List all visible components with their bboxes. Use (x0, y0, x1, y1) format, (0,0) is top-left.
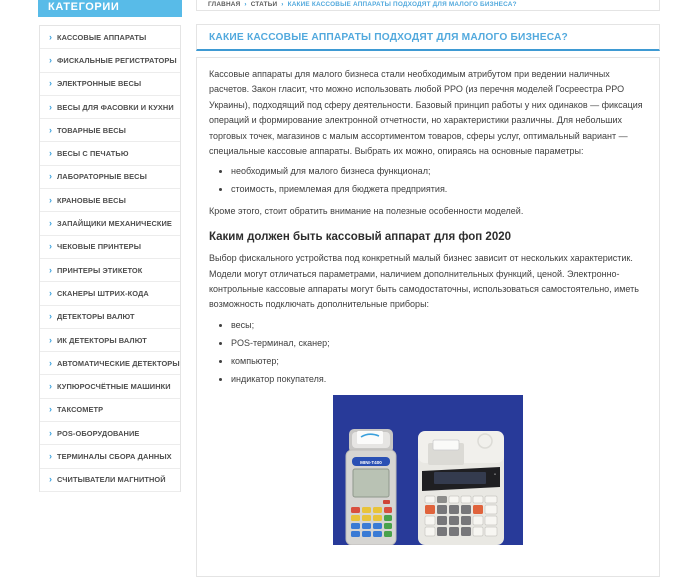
chevron-right-icon: › (49, 31, 52, 42)
chevron-right-icon: › (49, 218, 52, 229)
sidebar-item-label: POS-ОБОРУДОВАНИЕ (57, 428, 140, 438)
chevron-right-icon: › (49, 427, 52, 438)
sidebar-header-label: КАТЕГОРИИ (48, 1, 120, 13)
chevron-right-icon: › (49, 148, 52, 159)
sidebar-item-label: ТОВАРНЫЕ ВЕСЫ (57, 125, 127, 135)
chevron-right-icon: › (49, 78, 52, 89)
list-item: • индикатор покупателя. (231, 372, 647, 387)
chevron-right-icon: › (49, 311, 52, 322)
chevron-right-icon: › (49, 287, 52, 298)
sidebar-item-lab-scales[interactable] (40, 166, 180, 189)
article-bullet-list-1 (209, 164, 647, 197)
cash-registers-photo (333, 395, 523, 545)
sidebar-item-label: ВЕСЫ С ПЕЧАТЬЮ (57, 149, 129, 159)
sidebar-item-label: ПРИНТЕРЫ ЭТИКЕТОК (57, 265, 143, 275)
chevron-right-icon: › (49, 357, 52, 368)
chevron-right-icon: › (49, 124, 52, 135)
article-paragraph-2: Выбор фискального устройства под конкретный малый бизнес зависит от нескольких характеристик. Модели могут отличаться параметрами, наличием дополнительных функций, ценой. Электронно-контрольные кассовые аппараты могут быть самодостаточны, использоваться самостоятельно, иметь возможность подключать дополнительные приборы: (209, 253, 639, 310)
sidebar-item-label: ТАКСОМЕТР (57, 405, 104, 415)
sidebar-header (38, 0, 182, 17)
sidebar-item-label: СЧИТЫВАТЕЛИ МАГНИТНОЙ (57, 475, 166, 485)
chevron-right-icon: › (49, 450, 52, 461)
sidebar-item-crane-scales[interactable] (40, 189, 180, 212)
chevron-right-icon: › (49, 54, 52, 65)
sidebar-item-printing-scales[interactable] (40, 142, 180, 165)
sidebar-item-label: ТЕРМИНАЛЫ СБОРА ДАННЫХ (57, 451, 172, 461)
list-item: • необходимый для малого бизнеса функционал; (231, 164, 647, 179)
sidebar-item-ir-detectors[interactable] (40, 329, 180, 352)
cash-register-right (418, 431, 504, 545)
list-item: • стоимость, приемлемая для бюджета предприятия. (231, 182, 647, 197)
sidebar-item-sealers[interactable] (40, 212, 180, 235)
chevron-right-icon: › (49, 241, 52, 252)
sidebar-item-label: ЗАПАЙЩИКИ МЕХАНИЧЕСКИЕ (57, 219, 172, 229)
article-intro-paragraph: Кассовые аппараты для малого бизнеса стали необходимым атрибутом при ведении наличных расчетов. Закон гласит, что можно использовать любой РРО (из перечня моделей Госреестра РРО Украины), подходящий под сферу деятельности. Базовый принцип работы у них одинаков — фиксация операций и формирование электронной отчетности, но характеристики различны. Для небольших торговых точек, магазинов с малым ассортиментом товаров, сферы услуг, оптимальный вариант — специальные кассовые аппараты. Выбрать их можно, опираясь на основные параметры: (209, 69, 643, 157)
article-title-box (196, 24, 660, 51)
sidebar-item-label: ЭЛЕКТРОННЫЕ ВЕСЫ (57, 79, 142, 89)
sidebar-item-currency-detectors[interactable] (40, 306, 180, 329)
sidebar-item-electronic-scales[interactable] (40, 73, 180, 96)
chevron-right-icon: › (49, 101, 52, 112)
sidebar-item-label: КУПЮРОСЧЁТНЫЕ МАШИНКИ (57, 382, 171, 392)
chevron-right-icon: › (49, 334, 52, 345)
breadcrumb-separator-icon: › (281, 1, 284, 8)
breadcrumb-home-link[interactable]: ГЛАВНАЯ (208, 1, 241, 8)
category-list (39, 25, 181, 492)
register-model-label: MINI-T400 (360, 459, 382, 465)
cash-register-left (346, 429, 396, 545)
breadcrumb-separator-icon: › (244, 1, 247, 8)
list-item: • POS-терминал, сканер; (231, 336, 647, 351)
breadcrumb (196, 0, 660, 11)
sidebar-item-label: КРАНОВЫЕ ВЕСЫ (57, 195, 126, 205)
sidebar-item-data-terminals[interactable] (40, 445, 180, 468)
sidebar-item-label: КАССОВЫЕ АППАРАТЫ (57, 32, 147, 42)
chevron-right-icon: › (49, 404, 52, 415)
sidebar-item-label: СКАНЕРЫ ШТРИХ-КОДА (57, 288, 149, 298)
sidebar-item-fiscal-registrars[interactable] (40, 49, 180, 72)
sidebar-item-barcode-scanners[interactable] (40, 282, 180, 305)
sidebar-item-cash-registers[interactable] (40, 26, 180, 49)
sidebar-item-packing-kitchen-scales[interactable] (40, 96, 180, 119)
sidebar-item-bill-counters[interactable] (40, 375, 180, 398)
chevron-right-icon: › (49, 171, 52, 182)
chevron-right-icon: › (49, 194, 52, 205)
sidebar-item-label: ИК ДЕТЕКТОРЫ ВАЛЮТ (57, 335, 147, 345)
page-title: КАКИЕ КАССОВЫЕ АППАРАТЫ ПОДХОДЯТ ДЛЯ МАЛОГО БИЗНЕСА? (209, 31, 568, 43)
sidebar-item-receipt-printers[interactable] (40, 236, 180, 259)
list-item: • компьютер; (231, 354, 647, 369)
sidebar-item-label: ФИСКАЛЬНЫЕ РЕГИСТРАТОРЫ (57, 55, 177, 65)
sidebar-item-label: ДЕТЕКТОРЫ ВАЛЮТ (57, 312, 135, 322)
breadcrumb-articles-link[interactable]: СТАТЬИ (250, 1, 278, 8)
breadcrumb-current-page: КАКИЕ КАССОВЫЕ АППАРАТЫ ПОДХОДЯТ ДЛЯ МАЛОГО БИЗНЕСА? (287, 1, 517, 8)
sidebar-item-auto-detectors[interactable] (40, 352, 180, 375)
article-body (196, 57, 660, 577)
sidebar-item-trade-scales[interactable] (40, 119, 180, 142)
sidebar-item-taximeter[interactable] (40, 399, 180, 422)
sidebar-item-label: ЛАБОРАТОРНЫЕ ВЕСЫ (57, 172, 147, 182)
sidebar-item-label: ВЕСЫ ДЛЯ ФАСОВКИ И КУХНИ (57, 102, 174, 112)
sidebar-item-label: АВТОМАТИЧЕСКИЕ ДЕТЕКТОРЫ (57, 358, 180, 368)
sidebar-item-pos-equipment[interactable] (40, 422, 180, 445)
sidebar-item-label-printers[interactable] (40, 259, 180, 282)
chevron-right-icon: › (49, 264, 52, 275)
article-subheading: Каким должен быть кассовый аппарат для фоп 2020 (209, 231, 512, 244)
svg-text:▪▪: ▪▪ (493, 471, 496, 476)
sidebar-item-label: ЧЕКОВЫЕ ПРИНТЕРЫ (57, 242, 142, 252)
article-bullet-list-2 (209, 318, 647, 387)
chevron-right-icon: › (49, 381, 52, 392)
chevron-right-icon: › (49, 474, 52, 485)
list-item: • весы; (231, 318, 647, 333)
sidebar-item-magnetic-readers[interactable] (40, 469, 180, 492)
article-paragraph: Кроме этого, стоит обратить внимание на полезные особенности моделей. (209, 205, 524, 216)
